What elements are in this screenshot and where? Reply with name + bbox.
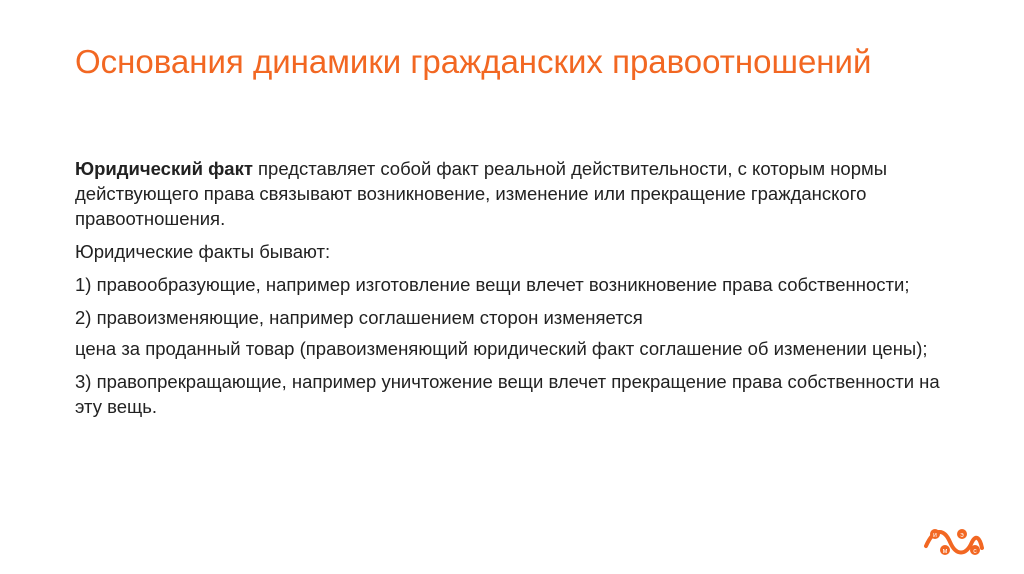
logo-letter-3: э	[960, 532, 964, 539]
logo-letter-4: с	[973, 548, 977, 555]
paragraph-type-2-continued: цена за проданный товар (правоизменяющий юридический факт соглашение об изменении цены);	[75, 338, 928, 359]
logo-letter-1: и	[933, 532, 937, 539]
imes-logo	[922, 520, 984, 560]
paragraph-definition	[75, 156, 945, 231]
paragraph-type-1: 1) правообразующие, например изготовление вещи влечет возникновение права собственности;	[75, 274, 910, 295]
paragraph-type-3: 3) правопрекращающие, например уничтожение вещи влечет прекращение права собственности на эту вещь.	[75, 371, 940, 417]
definition-text: представляет собой факт реальной действительности, с которым нормы действующего права связывают возникновение, изменение или прекращение гражданского правоотношения.	[75, 158, 888, 229]
slide-body	[75, 156, 945, 427]
paragraph-type-2: 2) правоизменяющие, например соглашением сторон изменяется	[75, 307, 643, 328]
paragraph-types-intro: Юридические факты бывают:	[75, 241, 331, 262]
logo-letter-2: м	[942, 548, 948, 555]
slide-title: Основания динамики гражданских правоотношений	[75, 43, 872, 80]
term-legal-fact: Юридический факт	[75, 158, 253, 179]
